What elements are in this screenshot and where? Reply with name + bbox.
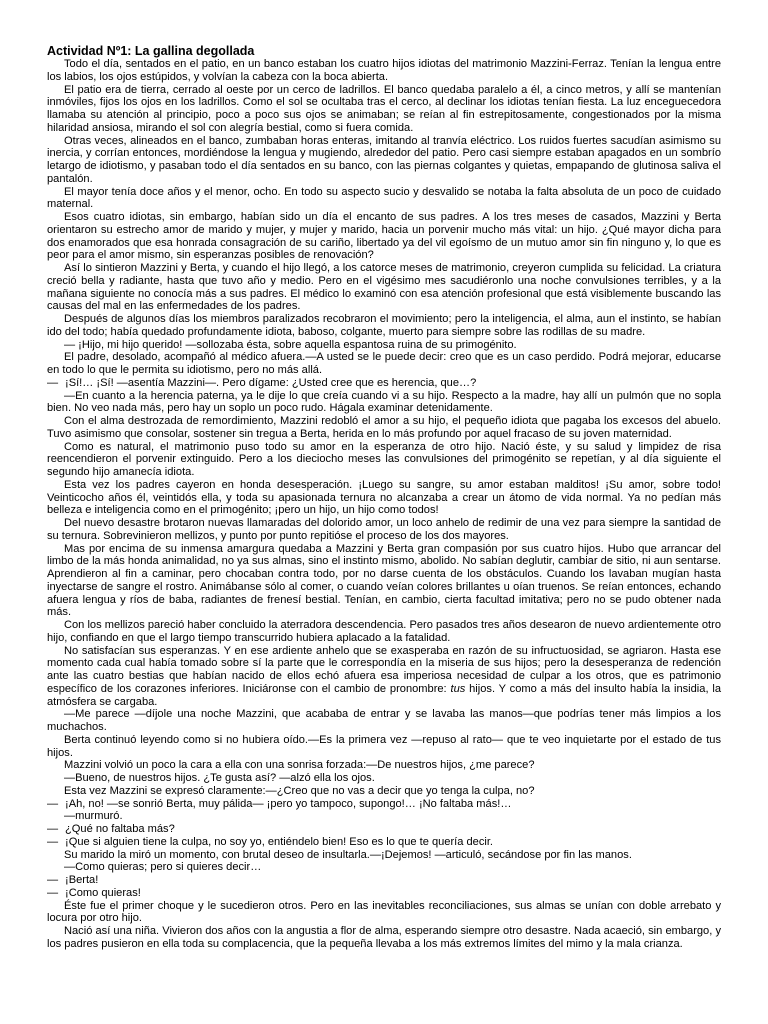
body-paragraph	[47, 211, 721, 262]
paragraph-text: Con el alma destrozada de remordimiento, Mazzini redobló el amor a su hijo, el pequeño idiota que pagaba los excesos del abuelo. Tuvo asimismo que consolar, sostener sin tregua a Berta, herida en lo más profundo por aquel fracaso de su joven maternidad.	[47, 415, 721, 440]
body-paragraph	[47, 313, 721, 339]
paragraph-text: Otras veces, alineados en el banco, zumbaban horas enteras, imitando al tranvía eléctrico. Los ruidos fuertes sacudían asimismo su inercia, y corrían entonces, mordiéndose la lengua y mugiendo, alrededor del patio. Pero casi siempre estaban apagados en un sombrío letargo de idiotismo, y pasaban todo el día sentados en su banco, con las piernas colgantes y quietas, empapando de glutinosa saliva el pantalón.	[47, 134, 721, 185]
paragraph-text: Su marido la miró un momento, con brutal deseo de insultarla.—¡Dejemos! —articuló, secándose por fin las manos.	[64, 848, 632, 861]
dialogue-dash: —	[47, 835, 59, 848]
document-title: Actividad Nº1: La gallina degollada	[47, 44, 255, 58]
paragraph-text: ¡Berta!	[65, 874, 99, 886]
body-paragraph	[47, 759, 721, 772]
body-paragraph	[47, 390, 721, 416]
body-paragraph	[47, 415, 721, 441]
paragraph-text: — ¡Hijo, mi hijo querido! —sollozaba ésta, sobre aquella espantosa ruina de su primogénito.	[64, 338, 517, 351]
body-paragraph	[47, 887, 721, 900]
paragraph-text: Esos cuatro idiotas, sin embargo, habían sido un día el encanto de sus padres. A los tres meses de casados, Mazzini y Berta orientaron su estrecho amor de marido y mujer, y mujer y marido, hacia un porvenir mucho más vital: un hijo. ¿Qué mayor dicha para dos enamorados que esa honrada consagración de su cariño, libertado ya del vil egoísmo de un mutuo amor sin fin ninguno y, lo que es peor para el amor mismo, sin esperanzas posibles de renovación?	[47, 211, 721, 262]
body-paragraph	[47, 262, 721, 313]
paragraph-text: Nació así una niña. Vivieron dos años con la angustia a flor de alma, esperando siempre otro desastre. Nada acaeció, sin embargo, y los padres pusieron en ella toda su complacencia, que la pequeña llevaba a los más extremos límites del mimo y la mala crianza.	[47, 925, 721, 950]
body-paragraph	[47, 798, 721, 811]
paragraph-text: ¡Como quieras!	[65, 886, 141, 899]
body-paragraph	[47, 810, 721, 823]
paragraph-text: Esta vez los padres cayeron en honda desesperación. ¡Luego su sangre, su amor estaban malditos! ¡Su amor, sobre todo! Veinticocho años él, veintidós ella, y toda su apasionada ternura no alcanzaba a crear un átomo de vida normal. Ya no pedían más belleza e inteligencia como en el primogénito; ¡pero un hijo, un hijo como todos!	[47, 478, 721, 517]
paragraph-text: Mazzini volvió un poco la cara a ella con una sonrisa forzada:—De nuestros hijos, ¿me parece?	[64, 759, 535, 772]
paragraph-text: Mas por encima de su inmensa amargura quedaba a Mazzini y Berta gran compasión por sus cuatro hijos. Hubo que arrancar del limbo de la más honda animalidad, no ya sus almas, sino el instinto mismo, abolido. No sabían deglutir, cambiar de sitio, ni aun sentarse. Aprendieron al fin a caminar, pero chocaban contra todo, por no darse cuenta de los obstáculos. Cuando los lavaban mugían hasta inyectarse de sangre el rostro. Animábanse sólo al comer, o cuando veían colores brillantes u oían truenos. Se reían entonces, echando afuera lengua y ríos de baba, radiantes de frenesí bestial. Tenían, en cambio, cierta facultad imitativa; pero no se pudo obtener nada más.	[47, 542, 721, 619]
paragraph-text: No satisfacían sus esperanzas. Y en ese ardiente anhelo que se exasperaba en razón de su infructuosidad, se agriaron. Hasta ese momento cada cual había tomado sobre sí la parte que le correspondía en la miseria de sus hijos; pero la desesperanza de redención ante las cuatro bestias que habían nacido de ellos echó afuera esa imperiosa necesidad de culpar a los otros, que es patrimonio específico de los corazones inferiores. Iniciáronse con el cambio de pronombre:	[47, 644, 721, 695]
paragraph-text: Con los mellizos pareció haber concluido la aterradora descendencia. Pero pasados tres años desearon de nuevo ardientemente otro hijo, confiando en que el largo tiempo transcurrido hubiera aplacado a la fatalidad.	[47, 619, 721, 644]
body-paragraph	[47, 339, 721, 352]
body-paragraph	[47, 874, 721, 887]
document-body	[47, 58, 721, 951]
paragraph-text: Como es natural, el matrimonio puso todo su amor en la esperanza de otro hijo. Nació éste, y su salud y limpidez de risa reencendieron el porvenir extinguido. Pero a los dieciocho meses las convulsiones del primogénito se repetían, y al día siguiente el segundo hijo amanecía idiota.	[47, 440, 721, 478]
dialogue-dash: —	[47, 797, 59, 810]
paragraph-text: Esta vez Mazzini se expresó claramente:—¿Creo que no vas a decir que yo tenga la culpa, no?	[64, 784, 535, 797]
paragraph-text: Así lo sintieron Mazzini y Berta, y cuando el hijo llegó, a los catorce meses de matrimonio, creyeron cumplida su felicidad. La criatura creció bella y radiante, hasta que tuvo año y medio. Pero en el vigésimo mes sacudiéronlo una noche convulsiones terribles, y a la mañana siguiente no conocía más a sus padres. El médico lo examinó con esa atención profesional que está visiblemente buscando las causas del mal en las enfermedades de los padres.	[47, 262, 721, 313]
paragraph-text: Todo el día, sentados en el patio, en un banco estaban los cuatro hijos idiotas del matrimonio Mazzini-Ferraz. Tenían la lengua entre los labios, los ojos estúpidos, y volvían la cabeza con la boca abierta.	[47, 58, 721, 83]
body-paragraph	[47, 135, 721, 186]
dialogue-dash: —	[47, 874, 59, 886]
body-paragraph	[47, 861, 721, 874]
body-paragraph	[47, 772, 721, 785]
paragraph-text: —En cuanto a la herencia paterna, ya le dije lo que creía cuando vi a su hijo. Respecto a la madre, hay allí un pulmón que no sopla bien. No veo nada más, pero hay un soplo un poco rudo. Hágala examinar detenidamente.	[47, 389, 721, 415]
body-paragraph	[47, 441, 721, 479]
body-paragraph	[47, 849, 721, 862]
body-paragraph	[47, 645, 721, 709]
body-paragraph	[47, 517, 721, 543]
body-paragraph	[47, 900, 721, 926]
body-paragraph	[47, 186, 721, 212]
body-paragraph	[47, 823, 721, 836]
body-paragraph	[47, 479, 721, 517]
paragraph-text: —murmuró.	[64, 810, 123, 823]
body-paragraph	[47, 836, 721, 849]
body-paragraph	[47, 734, 721, 760]
document-page	[47, 44, 721, 951]
paragraph-text: Del nuevo desastre brotaron nuevas llamaradas del dolorido amor, un loco anhelo de redimir de una vez para siempre la santidad de su ternura. Sobrevinieron mellizos, y punto por punto repitióse el proceso de los dos mayores.	[47, 517, 721, 542]
paragraph-text: —Bueno, de nuestros hijos. ¿Te gusta así? —alzó ella los ojos.	[64, 772, 375, 784]
dialogue-dash: —	[47, 376, 59, 389]
body-paragraph	[47, 58, 721, 84]
paragraph-text: Berta continuó leyendo como si no hubiera oído.—Es la primera vez —repuso al rato— que te veo inquietarte por el estado de tus hijos.	[47, 733, 721, 759]
paragraph-text: El padre, desolado, acompañó al médico afuera.—A usted se le puede decir: creo que es un caso perdido. Podrá mejorar, educarse en todo lo que le permita su idiotismo, pero no más allá.	[47, 351, 721, 376]
body-paragraph	[47, 84, 721, 135]
paragraph-text: —Como quieras; pero si quieres decir…	[64, 861, 262, 874]
paragraph-text: ¡Ah, no! —se sonrió Berta, muy pálida— ¡pero yo tampoco, supongo!… ¡No faltaba más!…	[65, 797, 512, 810]
body-paragraph	[47, 543, 721, 620]
body-paragraph	[47, 619, 721, 645]
paragraph-text: El patio era de tierra, cerrado al oeste por un cerco de ladrillos. El banco quedaba paralelo a él, a cinco metros, y allí se mantenían inmóviles, fijos los ojos en los ladrillos. Como el sol se ocultaba tras el cerco, al declinar los idiotas tenían fiesta. La luz enceguecedora llamaba su atención al principio, poco a poco sus ojos se animaban; se reían al fin estrepitosamente, congestionados por la misma hilaridad ansiosa, mirando el sol con alegría bestial, como si fuera comida.	[47, 83, 721, 134]
body-paragraph	[47, 925, 721, 951]
paragraph-text: Éste fue el primer choque y le sucedieron otros. Pero en las inevitables reconciliaciones, sus almas se unían con doble arrebato y locura por otro hijo.	[47, 899, 721, 925]
paragraph-text: ¡Sí!… ¡Sí! —asentía Mazzini—. Pero dígame: ¿Usted cree que es herencia, que…?	[65, 376, 477, 389]
paragraph-text: Después de algunos días los miembros paralizados recobraron el movimiento; pero la inteligencia, el alma, aun el instinto, se habían ido del todo; había quedado profundamente idiota, baboso, colgante, muerto para siempre sobre las rodillas de su madre.	[47, 313, 721, 338]
body-paragraph	[47, 351, 721, 377]
body-paragraph	[47, 785, 721, 798]
paragraph-text: El mayor tenía doce años y el menor, ocho. En todo su aspecto sucio y desvalido se notaba la falta absoluta de un poco de cuidado maternal.	[47, 185, 721, 211]
paragraph-text: —Me parece —díjole una noche Mazzini, que acababa de entrar y se lavaba las manos—que podrías tener más limpios a los muchachos.	[47, 708, 721, 733]
dialogue-dash: —	[47, 886, 59, 899]
italic-word: tus	[450, 682, 466, 695]
body-paragraph	[47, 708, 721, 734]
paragraph-text: ¿Qué no faltaba más?	[65, 823, 175, 835]
body-paragraph	[47, 377, 721, 390]
paragraph-text-continued: hijos. Y como a más del insulto había la insidia, la atmósfera se cargaba.	[47, 682, 721, 708]
paragraph-text: ¡Que si alguien tiene la culpa, no soy yo, entiéndelo bien! Eso es lo que te quería decir.	[65, 835, 494, 848]
dialogue-dash: —	[47, 823, 59, 835]
